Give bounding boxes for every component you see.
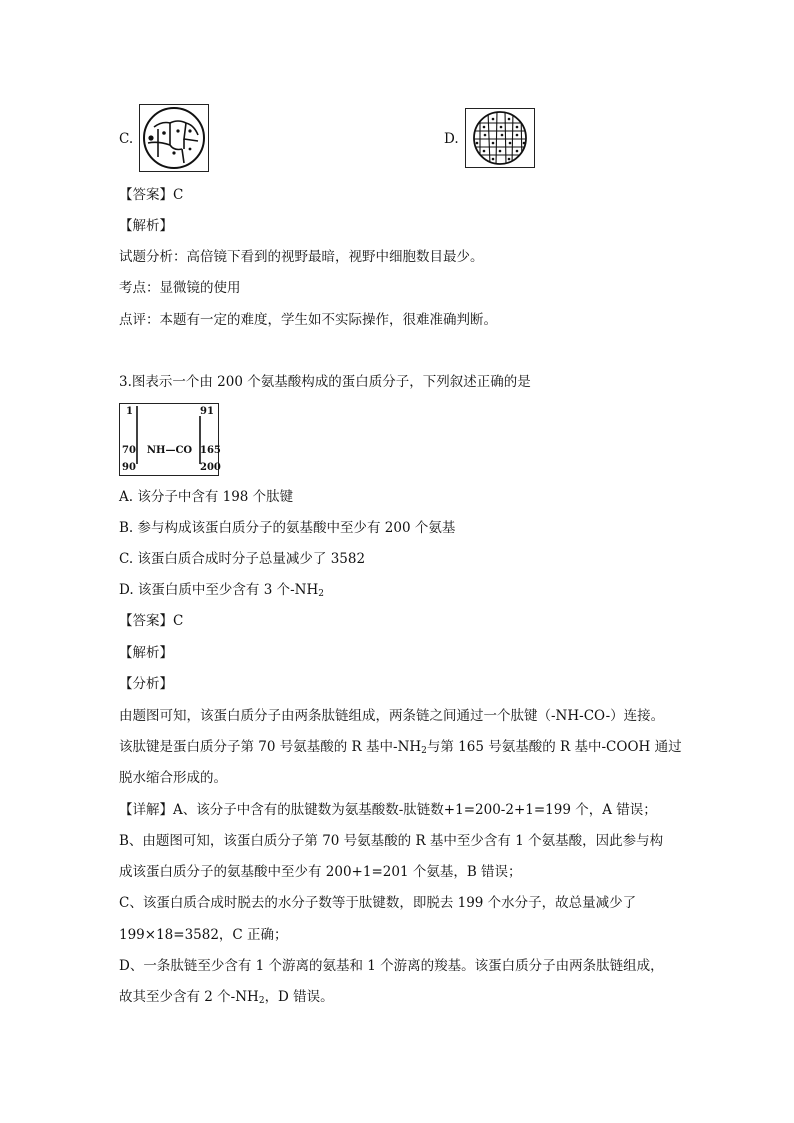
q3-detail-line-1: 【详解】A、该分子中含有的肽键数为氨基酸数-肽链数+1=200-2+1=199 个，A 错误； xyxy=(119,802,657,818)
cells-low-mag-drawing xyxy=(140,105,208,171)
q3-answer: 【答案】C xyxy=(119,613,184,629)
q3-fenxi-heading: 【分析】 xyxy=(119,676,173,692)
residue-91: 91 xyxy=(200,406,214,417)
q3-option-c: C. 该蛋白质合成时分子总量减少了 3582 xyxy=(119,551,366,567)
q3-option-b: B. 参与构成该蛋白质分子的氨基酸中至少有 200 个氨基 xyxy=(119,520,456,536)
q3-detail-line-4: C、该蛋白质合成时脱去的水分子数等于肽键数，即脱去 199 个水分子，故总量减少了 xyxy=(119,895,637,911)
cells-high-mag-drawing xyxy=(466,109,534,167)
residue-165: 165 xyxy=(200,445,221,456)
q3-fenxi-2-post: 与第 165 号氨基酸的 R 基中-COOH 通过 xyxy=(426,739,682,755)
q2-answer: 【答案】C xyxy=(119,187,184,203)
q3-option-d xyxy=(119,580,324,600)
cells-high-mag-figure xyxy=(465,108,535,168)
q3-fenxi-line-3: 脱水缩合形成的。 xyxy=(119,770,227,786)
q3-detail-line-5: 199×18=3582，C 正确； xyxy=(119,927,288,943)
option-c-label: C. xyxy=(119,131,134,147)
q3-fenxi-2-sub: 2 xyxy=(421,746,427,756)
protein-structure-figure xyxy=(119,403,219,476)
q3-fenxi-line-2 xyxy=(119,737,682,757)
q2-comment: 点评：本题有一定的难度，学生如不实际操作，很难准确判断。 xyxy=(119,312,497,328)
q3-detail-7-sub: 2 xyxy=(258,996,265,1006)
peptide-bond-label: NH—CO xyxy=(146,445,193,456)
q3-option-a: A. 该分子中含有 198 个肽键 xyxy=(119,489,294,505)
q3-detail-line-3: 成该蛋白质分子的氨基酸中至少有 200+1=201 个氨基，B 错误； xyxy=(119,864,522,880)
q3-detail-7-post: ，D 错误。 xyxy=(264,989,334,1005)
q3-option-d-text: D. 该蛋白质中至少含有 3 个-NH xyxy=(119,582,319,598)
q3-detail-line-6: D、一条肽链至少含有 1 个游离的氨基和 1 个游离的羧基。该蛋白质分子由两条肽链组成， xyxy=(119,958,664,974)
q2-analysis-heading: 【解析】 xyxy=(119,218,173,234)
residue-90: 90 xyxy=(122,462,136,473)
q3-fenxi-2-pre: 该肽键是蛋白质分子第 70 号氨基酸的 R 基中-NH xyxy=(119,739,422,755)
q3-option-d-sub: 2 xyxy=(318,589,324,599)
cells-low-mag-figure xyxy=(139,104,209,172)
q3-fenxi-line-1: 由题图可知，该蛋白质分子由两条肽链组成，两条链之间通过一个肽键（-NH-CO-）连接。 xyxy=(119,708,665,724)
residue-200: 200 xyxy=(200,462,221,473)
q3-detail-line-7 xyxy=(119,987,334,1007)
option-d-label: D. xyxy=(444,131,459,147)
residue-70: 70 xyxy=(122,445,136,456)
q3-detail-7-pre: 故其至少含有 2 个-NH xyxy=(119,989,259,1005)
q3-stem: 3.图表示一个由 200 个氨基酸构成的蛋白质分子，下列叙述正确的是 xyxy=(119,374,531,390)
q3-analysis-heading: 【解析】 xyxy=(119,645,173,661)
residue-1: 1 xyxy=(126,406,133,417)
q3-detail-line-2: B、由题图可知，该蛋白质分子第 70 号氨基酸的 R 基中至少含有 1 个氨基酸，因此参与构 xyxy=(119,833,664,849)
q2-analysis-text: 试题分析：高倍镜下看到的视野最暗，视野中细胞数目最少。 xyxy=(119,249,484,265)
q2-point: 考点：显微镜的使用 xyxy=(119,280,241,296)
